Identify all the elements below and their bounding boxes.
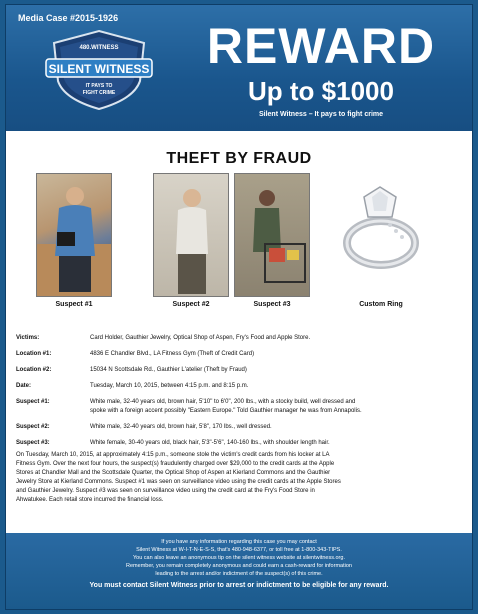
tagline: Silent Witness – It pays to fight crime	[258, 111, 384, 118]
suspect-2-caption: Suspect #2	[172, 301, 210, 308]
suspect-3-caption: Suspect #3	[253, 301, 291, 308]
svg-text:SILENT WITNESS: SILENT WITNESS	[48, 62, 150, 76]
page-title: THEFT BY FRAUD	[166, 150, 312, 167]
svg-text:IT PAYS TO: IT PAYS TO	[85, 83, 113, 89]
suspect-1-caption: Suspect #1	[55, 301, 93, 308]
media-case-number: Media Case #2015-1926	[18, 13, 119, 23]
svg-text:480.WITNESS: 480.WITNESS	[79, 45, 119, 51]
reward-amount: Up to $1000	[248, 76, 394, 106]
custom-ring-photo	[336, 173, 426, 297]
flyer: Media Case #2015-1926 480.WITNESS SILENT WITNESS IT PAYS TO FIGHT CRIME REWARD Up to $1000 Silent Witness – It pays to fight crime THEFT BY FRAUD Suspect #1 Suspect #2 Suspect #3 Custom Ring Victims: Card Holder, Gauthier Jewelry, Optical Shop of Aspen, Fry's Food and Apple Store. Location #1: 4836 E Chandler Blvd., LA Fitness Gym (Theft of Credit Card) Location #2: 15034 N Scottsdale Rd., Gauthier L'atelier (Theft by Fraud) Date: Tuesday, March 10, 2015, between 4:15 p.m. and 8:15 p.m. Suspect #1: White male, 32-40 years old, brown hair, 5'10" to 6'0", 200 lbs., with a stocky build, well dressed and spoke with a foreign accent possibly "Eastern Europe." Told Gauthier manager he was from Annapolis. Suspect #2: White male, 32-40 years old, brown hair, 5'8", 170 lbs., well dressed. Suspect #3: White female, 30-40 years old, black hair, 5'3"-5'6", 140-160 lbs., with shoulder length hair. On Tuesday, March 10, 2015, at approximately 4:15 p.m., someone stole the victim's credit cards from his locker at LA Fitness Gym. Over the next four hours, the suspect(s) fraudulently charged over $29,000 to the credit cards at the Apple Stores at Chandler Mall and the Scottsdale Quarter, the Optical Shop of Aspen at Kierland Commons and the Gauthier Jewelry Store at Kierland Commons. Suspect #1 was seen on surveillance video using the credit cards at the Apple Stores and Gauthier Jewelry. Suspect #3 was seen on surveillance video using the credit card at the Fry's Food Store in Ahwatukee. Each retail store incurred the financial loss. If you have any information regarding this case you may contact Silent Witness at W-I-T-N-E-S-S, that's 480-948-6377, or toll free at 1-800-343-TIPS. You can also leave an anonymous tip on the silent witness website at silentwitness.org. Remember, you remain completely anonymous and could earn a cash-reward for information leading to the arrest and/or indictment of the suspect(s) of this crime. You must contact Silent Witness prior to arrest or indictment to be eligible for any reward.	[5, 4, 473, 610]
reward-heading: REWARD	[206, 18, 436, 74]
eligibility-notice: You must contact Silent Witness prior to arrest or indictment to be eligible for any reward.	[89, 582, 389, 589]
custom-ring-caption: Custom Ring	[359, 301, 403, 308]
suspect-2-photo	[153, 173, 229, 297]
contact-footer: If you have any information regarding this case you may contact Silent Witness at W-I-T-N-E-S-S, that's 480-948-6377, or toll free at 1-800-343-TIPS. You can also leave an anonymous tip on the silent witness website at silentwitness.org. Remember, you remain completely anonymous and could earn a cash-reward for information leading to the arrest and/or indictment of the suspect(s) of this crime. You must contact Silent Witness prior to arrest or indictment to be eligible for any reward.	[6, 533, 472, 609]
silent-witness-logo	[44, 29, 154, 111]
suspect-3-photo	[234, 173, 310, 297]
suspect-1-photo	[36, 173, 112, 297]
svg-text:FIGHT CRIME: FIGHT CRIME	[82, 90, 116, 96]
case-narrative: On Tuesday, March 10, 2015, at approximately 4:15 p.m., someone stole the victim's credit cards from his locker at LA Fitness Gym. Over the next four hours, the suspect(s) fraudulently charged over $29,000 to the credit cards at the Apple Stores at Chandler Mall and the Scottsdale Quarter, the Optical Shop of Aspen at Kierland Commons and the Gauthier Jewelry Store at Kierland Commons. Suspect #1 was seen on surveillance video using the credit cards at the Apple Stores and Gauthier Jewelry. Suspect #3 was seen on surveillance video using the credit card at the Fry's Food Store in Ahwatukee. Each retail store incurred the financial loss.	[16, 452, 341, 503]
header-banner	[6, 5, 472, 131]
